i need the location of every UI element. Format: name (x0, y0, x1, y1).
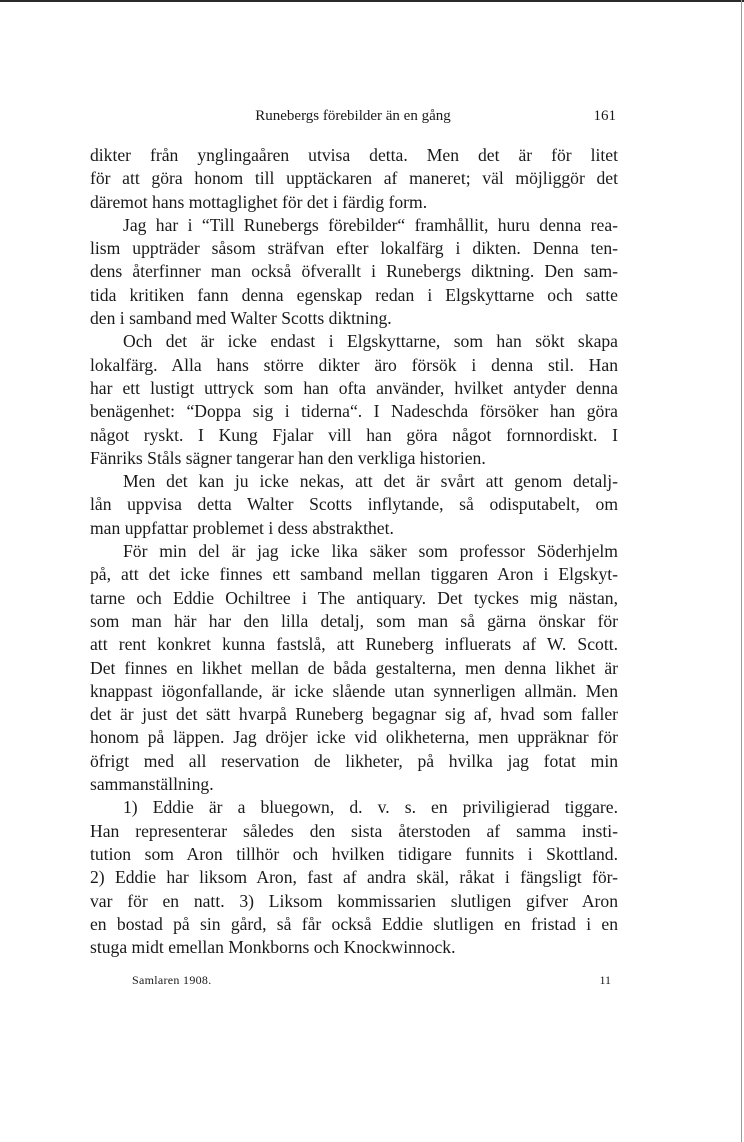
text-line: knappast iögonfallande, är icke slående utan synnerligen allmän. Men (90, 680, 618, 701)
paragraph (90, 796, 618, 959)
text-line: för att göra honom till upptäckaren af maneret; väl möjliggör det (90, 168, 618, 189)
text-line: den i samband med Walter Scotts diktning. (90, 308, 392, 329)
text-line: Det finnes en likhet mellan de båda gestalterna, men denna likhet är (90, 657, 618, 678)
running-title: Runebergs förebilder än en gång (255, 108, 451, 124)
sheet-number: 11 (599, 973, 611, 987)
paragraph (90, 540, 618, 796)
text-line: dikter från ynglingaåren utvisa detta. Men det är för litet (90, 145, 618, 165)
text-line: honom på läppen. Jag dröjer icke vid olikheterna, men uppräknar för (90, 727, 618, 748)
text-line: var för en natt. 3) Liksom kommissarien slutligen gifver Aron (90, 890, 618, 911)
text-line: lån uppvisa detta Walter Scotts inflytande, så odisputabelt, om (90, 494, 618, 515)
page-edge-top (0, 0, 744, 2)
paragraph (90, 144, 618, 214)
text-line: lokalfärg. Alla hans större dikter äro försök i denna stil. Han (90, 354, 618, 375)
paragraph (90, 470, 618, 540)
text-line: tution som Aron tillhör och hvilken tidigare funnits i Skottland. (90, 843, 618, 864)
text-line: dens återfinner man också öfverallt i Runebergs diktning. Den sam- (90, 261, 618, 282)
text-line: stuga midt emellan Monkborns och Knockwinnock. (90, 937, 456, 958)
body-text (90, 144, 618, 959)
text-line: sammanställning. (90, 774, 214, 795)
text-line: 2) Eddie har liksom Aron, fast af andra skäl, råkat i fängsligt för- (90, 867, 618, 888)
text-line: För min del är jag icke lika säker som professor Söderhjelm (123, 541, 618, 562)
text-line: Fänriks Ståls sägner tangerar han den verkliga historien. (90, 447, 486, 468)
page-footer (90, 973, 618, 993)
text-line: att rent konkret kunna fastslå, att Runeberg influerats af W. Scott. (90, 634, 618, 655)
text-line: tarne och Eddie Ochiltree i The antiquary. Det tyckes mig nästan, (90, 587, 618, 608)
paragraph (90, 330, 618, 470)
text-line: Jag har i “Till Runebergs förebilder“ framhållit, huru denna rea- (123, 214, 618, 235)
paragraph (90, 214, 618, 330)
page-edge-right (741, 0, 742, 1142)
page-header (90, 108, 616, 132)
text-line: benägenhet: “Doppa sig i tiderna“. I Nadeschda försöker han göra (90, 401, 618, 422)
text-line: Men det kan ju icke nekas, att det är svårt att genom detalj- (123, 471, 618, 492)
text-line: som man här har den lilla detalj, som man så gärna önskar för (90, 610, 618, 631)
text-line: det är just det sätt hvarpå Runeberg begagnar sig af, hvad som faller (90, 704, 618, 725)
text-line: öfrigt med all reservation de likheter, på hvilka jag fotat min (90, 750, 618, 771)
text-line: på, att det icke finnes ett samband mellan tiggaren Aron i Elgskyt- (90, 564, 618, 585)
text-line: 1) Eddie är a bluegown, d. v. s. en priviligierad tiggare. (123, 797, 618, 818)
text-line: tida kritiken fann denna egenskap redan i Elgskyttarne och satte (90, 284, 618, 305)
printer-signature: Samlaren 1908. (132, 973, 212, 987)
text-line: lism uppträder såsom sträfvan efter lokalfärg i dikten. Denna ten- (90, 238, 618, 259)
text-line: något ryskt. I Kung Fjalar vill han göra något fornnordiskt. I (90, 424, 618, 445)
text-line: däremot hans mottaglighet för det i färdig form. (90, 191, 428, 212)
page-number: 161 (593, 108, 616, 124)
text-line: man uppfattar problemet i dess abstrakthet. (90, 517, 394, 538)
text-line: en bostad på sin gård, så får också Eddie slutligen en fristad i en (90, 913, 618, 934)
text-line: Och det är icke endast i Elgskyttarne, som han sökt skapa (123, 331, 618, 352)
text-line: har ett lustigt uttryck som han ofta använder, hvilket antyder denna (90, 377, 618, 398)
text-line: Han representerar således den sista återstoden af samma insti- (90, 820, 618, 841)
